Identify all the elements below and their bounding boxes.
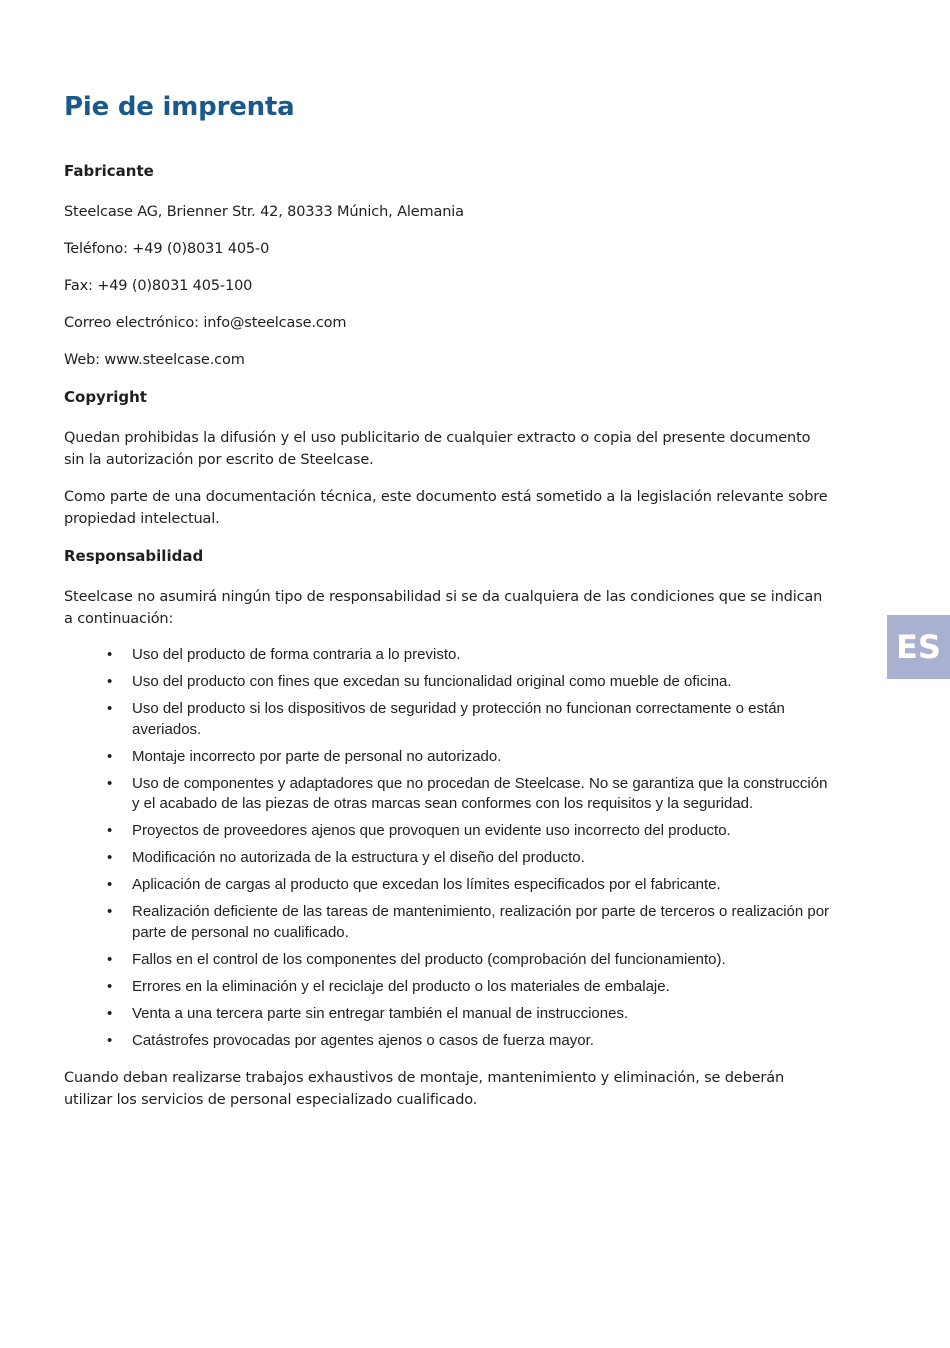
list-item [64, 848, 834, 869]
list-item-text: Aplicación de cargas al producto que excedan los límites especificados por el fabricante. [132, 876, 721, 893]
list-item [64, 774, 834, 815]
list-item [64, 875, 834, 896]
list-item-text: Realización deficiente de las tareas de mantenimiento, realización por parte de terceros o realización por parte de personal no cualificado. [132, 903, 830, 941]
list-item-text: Uso del producto con fines que excedan su funcionalidad original como mueble de oficina. [132, 673, 732, 690]
list-item [64, 645, 834, 666]
list-item [64, 1004, 834, 1025]
list-item [64, 902, 834, 943]
copyright-paragraph: Quedan prohibidas la difusión y el uso publicitario de cualquier extracto o copia del presente documento sin la autorización por escrito de Steelcase. [64, 430, 811, 468]
list-item-text: Uso de componentes y adaptadores que no procedan de Steelcase. No se garantiza que la construcción y el acabado de las piezas de otras marcas sean conformes con los requisitos y la seguridad. [132, 774, 828, 812]
list-item [64, 821, 834, 842]
list-item [64, 977, 834, 998]
manufacturer-email: Correo electrónico: info@steelcase.com [64, 315, 347, 331]
list-item-text: Errores en la eliminación y el reciclaje del producto o los materiales de embalaje. [132, 977, 670, 995]
bullet-icon: • [107, 747, 113, 765]
liability-heading: Responsabilidad [64, 547, 204, 565]
liability-closing: Cuando deban realizarse trabajos exhaustivos de montaje, mantenimiento y eliminación, se deberán utilizar los servicios de personal especializado cualificado. [64, 1070, 784, 1108]
bullet-icon: • [107, 1004, 113, 1022]
bullet-icon: • [107, 903, 113, 920]
list-item-text: Proyectos de proveedores ajenos que provoquen un evidente uso incorrecto del producto. [132, 822, 731, 839]
liability-section [64, 545, 834, 1111]
manufacturer-phone: Teléfono: +49 (0)8031 405-0 [64, 241, 270, 257]
page-title: Pie de imprenta [64, 92, 295, 122]
bullet-icon: • [107, 700, 113, 717]
manufacturer-fax: Fax: +49 (0)8031 405-100 [64, 278, 253, 294]
list-item [64, 1031, 834, 1052]
list-item-text: Fallos en el control de los componentes del producto (comprobación del funcionamiento). [132, 950, 726, 968]
bullet-icon: • [107, 822, 113, 839]
list-item-text: Montaje incorrecto por parte de personal no autorizado. [132, 747, 502, 765]
bullet-icon: • [107, 849, 113, 866]
bullet-icon: • [107, 646, 113, 663]
document-body [64, 160, 834, 1126]
list-item [64, 672, 834, 693]
list-item-text: Venta a una tercera parte sin entregar también el manual de instrucciones. [132, 1004, 629, 1022]
manufacturer-address: Steelcase AG, Brienner Str. 42, 80333 Múnich, Alemania [64, 204, 464, 220]
manufacturer-web: Web: www.steelcase.com [64, 352, 245, 368]
list-item [64, 699, 834, 740]
list-item-text: Modificación no autorizada de la estructura y el diseño del producto. [132, 849, 585, 866]
liability-intro: Steelcase no asumirá ningún tipo de responsabilidad si se da cualquiera de las condiciones que se indican a continuación: [64, 589, 823, 627]
list-item-text: Catástrofes provocadas por agentes ajenos o casos de fuerza mayor. [132, 1031, 594, 1049]
copyright-heading: Copyright [64, 388, 147, 406]
copyright-paragraph: Como parte de una documentación técnica, este documento está sometido a la legislación relevante sobre propiedad intelectual. [64, 489, 828, 527]
liability-list [64, 645, 834, 1051]
bullet-icon: • [107, 673, 113, 690]
list-item-text: Uso del producto si los dispositivos de seguridad y protección no funcionan correctamente o están averiados. [132, 700, 785, 738]
manufacturer-heading: Fabricante [64, 162, 154, 180]
list-item [64, 747, 834, 768]
bullet-icon: • [107, 774, 113, 792]
copyright-section [64, 386, 834, 530]
manufacturer-section [64, 160, 834, 371]
bullet-icon: • [107, 1031, 113, 1049]
list-item [64, 950, 834, 971]
list-item-text: Uso del producto de forma contraria a lo previsto. [132, 646, 461, 663]
bullet-icon: • [107, 950, 113, 968]
language-tab: ES [887, 615, 950, 679]
bullet-icon: • [107, 977, 113, 995]
bullet-icon: • [107, 876, 113, 893]
